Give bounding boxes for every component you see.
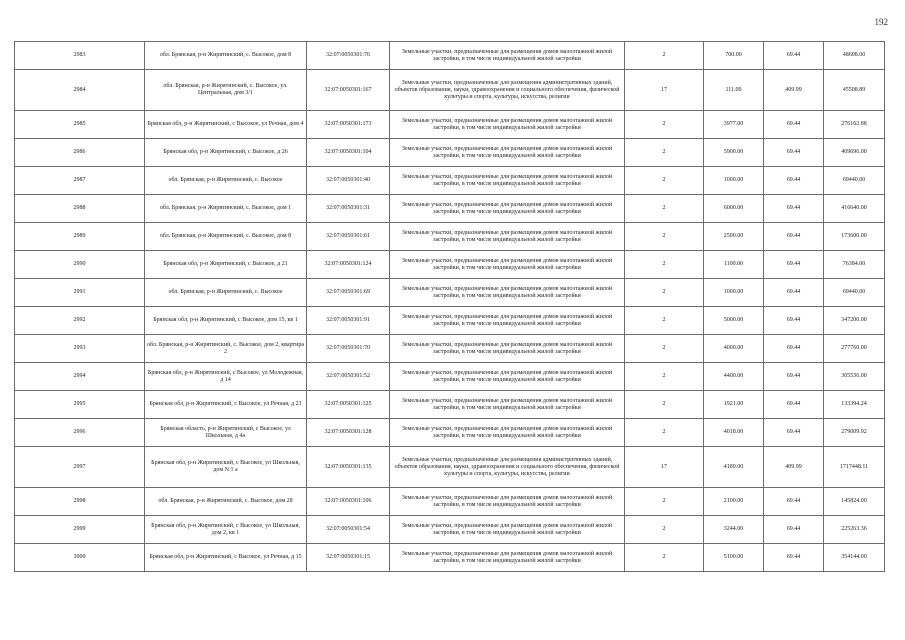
land-use-purpose-cell: Земельные участки, предназначенные для размещения домов малоэтажной жилой застройки, в том числе индивидуальной жилой застройки (390, 223, 625, 251)
area-cell: 3977.00 (704, 111, 764, 139)
row-number-cell: 2998 (15, 488, 145, 516)
cadastral-value-cell: 354144.00 (824, 544, 885, 572)
address-cell: Брянская обл, р-н Жирятинский, с Высокое, ул Речная, д 21 (145, 391, 307, 419)
area-cell: 5000.00 (704, 307, 764, 335)
land-use-purpose-cell: Земельные участки, предназначенные для размещения домов малоэтажной жилой застройки, в том числе индивидуальной жилой застройки (390, 279, 625, 307)
specific-value-cell: 409.99 (764, 447, 824, 488)
row-number-cell: 2992 (15, 307, 145, 335)
cadastral-number-cell: 32:07:0050301:31 (307, 195, 390, 223)
area-cell: 1100.00 (704, 251, 764, 279)
cadastral-value-cell: 276162.88 (824, 111, 885, 139)
area-cell: 4018.00 (704, 419, 764, 447)
area-cell: 3244.00 (704, 516, 764, 544)
address-cell: обл. Брянская, р-н Жирятинский, с. Высокое (145, 279, 307, 307)
usage-group-cell: 2 (625, 111, 704, 139)
cadastral-number-cell: 32:07:0050301:91 (307, 307, 390, 335)
usage-group-cell: 17 (625, 447, 704, 488)
usage-group-cell: 2 (625, 279, 704, 307)
address-cell: Брянская область, р-н Жирятинский, с Высокое, ул Школьная, д 4а (145, 419, 307, 447)
row-number-cell: 2989 (15, 223, 145, 251)
row-number-cell: 2993 (15, 335, 145, 363)
usage-group-cell: 2 (625, 391, 704, 419)
specific-value-cell: 69.44 (764, 195, 824, 223)
cadastral-value-cell: 416640.00 (824, 195, 885, 223)
table-row (15, 111, 885, 139)
address-cell: Брянская обл, р-н Жирятинский, с Высокое, ул Речная, дом 4 (145, 111, 307, 139)
land-use-purpose-cell: Земельные участки, предназначенные для размещения домов малоэтажной жилой застройки, в том числе индивидуальной жилой застройки (390, 307, 625, 335)
row-number-cell: 3000 (15, 544, 145, 572)
page-number: 192 (874, 17, 888, 27)
land-use-purpose-cell: Земельные участки, предназначенные для размещения домов малоэтажной жилой застройки, в том числе индивидуальной жилой застройки (390, 544, 625, 572)
land-registry-table (14, 41, 885, 572)
area-cell: 5100.00 (704, 544, 764, 572)
row-number-cell: 2987 (15, 167, 145, 195)
table-row (15, 335, 885, 363)
table-row (15, 195, 885, 223)
cadastral-value-cell: 305536.00 (824, 363, 885, 391)
address-cell: Брянская обл, р-н Жирятинский, с Высокое, д 26 (145, 139, 307, 167)
table-row (15, 251, 885, 279)
land-use-purpose-cell: Земельные участки, предназначенные для размещения домов малоэтажной жилой застройки, в том числе индивидуальной жилой застройки (390, 111, 625, 139)
cadastral-value-cell: 145824.00 (824, 488, 885, 516)
cadastral-value-cell: 69440.00 (824, 167, 885, 195)
address-cell: обл. Брянская, р-н Жирятинский, с. Высокое, дом 2, квартира 2 (145, 335, 307, 363)
land-use-purpose-cell: Земельные участки, предназначенные для размещения административных зданий, объектов образования, науки, здравоохранения и социального обеспечения, физической культуры и спорта, культуры, искусства, религии (390, 70, 625, 111)
cadastral-number-cell: 32:07:0050301:125 (307, 391, 390, 419)
usage-group-cell: 2 (625, 42, 704, 70)
cadastral-number-cell: 32:07:0050301:40 (307, 167, 390, 195)
address-cell: Брянская обл, р-н Жирятинский, с Высокое, дом 15, кв 1 (145, 307, 307, 335)
specific-value-cell: 69.44 (764, 251, 824, 279)
table-body (15, 42, 885, 572)
table-row (15, 419, 885, 447)
land-use-purpose-cell: Земельные участки, предназначенные для размещения административных зданий, объектов образования, науки, здравоохранения и социального обеспечения, физической культуры и спорта, культуры, искусства, религии (390, 447, 625, 488)
specific-value-cell: 69.44 (764, 516, 824, 544)
cadastral-number-cell: 32:07:0050301:70 (307, 335, 390, 363)
address-cell: обл. Брянская, р-н Жирятинский, с. Высокое, дом 8 (145, 42, 307, 70)
cadastral-value-cell: 69440.00 (824, 279, 885, 307)
address-cell: Брянская обл, р-н Жирятинский, с Высокое, ул Школьная, дом N 1 а (145, 447, 307, 488)
row-number-cell: 2999 (15, 516, 145, 544)
address-cell: обл. Брянская, р-н Жирятинский, с. Высокое, дом 28 (145, 488, 307, 516)
area-cell: 4400.00 (704, 363, 764, 391)
usage-group-cell: 2 (625, 363, 704, 391)
table-row (15, 307, 885, 335)
area-cell: 1000.00 (704, 167, 764, 195)
usage-group-cell: 2 (625, 488, 704, 516)
cadastral-number-cell: 32:07:0050301:104 (307, 139, 390, 167)
specific-value-cell: 69.44 (764, 223, 824, 251)
row-number-cell: 2994 (15, 363, 145, 391)
cadastral-number-cell: 32:07:0050301:128 (307, 419, 390, 447)
cadastral-value-cell: 173600.00 (824, 223, 885, 251)
area-cell: 5900.00 (704, 139, 764, 167)
specific-value-cell: 69.44 (764, 139, 824, 167)
row-number-cell: 2996 (15, 419, 145, 447)
cadastral-value-cell: 45508.89 (824, 70, 885, 111)
table-row (15, 167, 885, 195)
row-number-cell: 2984 (15, 70, 145, 111)
row-number-cell: 2983 (15, 42, 145, 70)
area-cell: 700.00 (704, 42, 764, 70)
table-row (15, 488, 885, 516)
row-number-cell: 2986 (15, 139, 145, 167)
area-cell: 1000.00 (704, 279, 764, 307)
table-row (15, 139, 885, 167)
address-cell: обл. Брянская, р-н Жирятинский, с. Высокое, ул. Центральная, дом 3/1 (145, 70, 307, 111)
row-number-cell: 2997 (15, 447, 145, 488)
specific-value-cell: 69.44 (764, 419, 824, 447)
specific-value-cell: 69.44 (764, 167, 824, 195)
land-use-purpose-cell: Земельные участки, предназначенные для размещения домов малоэтажной жилой застройки, в том числе индивидуальной жилой застройки (390, 195, 625, 223)
table-row (15, 516, 885, 544)
specific-value-cell: 69.44 (764, 111, 824, 139)
area-cell: 4000.00 (704, 335, 764, 363)
cadastral-number-cell: 32:07:0050301:106 (307, 488, 390, 516)
cadastral-number-cell: 32:07:0050301:15 (307, 544, 390, 572)
address-cell: Брянская обл, р-н Жирятинский, с Высокое, д 21 (145, 251, 307, 279)
row-number-cell: 2991 (15, 279, 145, 307)
land-use-purpose-cell: Земельные участки, предназначенные для размещения домов малоэтажной жилой застройки, в том числе индивидуальной жилой застройки (390, 167, 625, 195)
row-number-cell: 2985 (15, 111, 145, 139)
address-cell: обл. Брянская, р-н Жирятинский, с. Высокое, дом 1 (145, 195, 307, 223)
cadastral-number-cell: 32:07:0050301:135 (307, 447, 390, 488)
cadastral-value-cell: 133394.24 (824, 391, 885, 419)
cadastral-number-cell: 32:07:0050301:124 (307, 251, 390, 279)
specific-value-cell: 69.44 (764, 363, 824, 391)
table-row (15, 279, 885, 307)
table-row (15, 391, 885, 419)
land-use-purpose-cell: Земельные участки, предназначенные для размещения домов малоэтажной жилой застройки, в том числе индивидуальной жилой застройки (390, 251, 625, 279)
land-use-purpose-cell: Земельные участки, предназначенные для размещения домов малоэтажной жилой застройки, в том числе индивидуальной жилой застройки (390, 419, 625, 447)
address-cell: Брянская обл, р-н Жирятинский, с Высокое, ул Речная, д 15 (145, 544, 307, 572)
cadastral-number-cell: 32:07:0050301:52 (307, 363, 390, 391)
cadastral-value-cell: 277760.00 (824, 335, 885, 363)
cadastral-number-cell: 32:07:0050301:76 (307, 42, 390, 70)
usage-group-cell: 2 (625, 516, 704, 544)
usage-group-cell: 2 (625, 307, 704, 335)
usage-group-cell: 2 (625, 544, 704, 572)
table-row (15, 223, 885, 251)
area-cell: 111.00 (704, 70, 764, 111)
specific-value-cell: 69.44 (764, 279, 824, 307)
area-cell: 4189.00 (704, 447, 764, 488)
specific-value-cell: 69.44 (764, 544, 824, 572)
cadastral-number-cell: 32:07:0050301:61 (307, 223, 390, 251)
land-use-purpose-cell: Земельные участки, предназначенные для размещения домов малоэтажной жилой застройки, в том числе индивидуальной жилой застройки (390, 488, 625, 516)
land-use-purpose-cell: Земельные участки, предназначенные для размещения домов малоэтажной жилой застройки, в том числе индивидуальной жилой застройки (390, 42, 625, 70)
address-cell: Брянская обл, р-н Жирятинский, с Высокое, ул Молодежная, д 14 (145, 363, 307, 391)
specific-value-cell: 409.99 (764, 70, 824, 111)
usage-group-cell: 17 (625, 70, 704, 111)
cadastral-value-cell: 76384.00 (824, 251, 885, 279)
row-number-cell: 2990 (15, 251, 145, 279)
table-row (15, 544, 885, 572)
table-row (15, 42, 885, 70)
usage-group-cell: 2 (625, 139, 704, 167)
address-cell: обл. Брянская, р-н Жирятинский, с. Высокое, дом 8 (145, 223, 307, 251)
cadastral-number-cell: 32:07:0050301:167 (307, 70, 390, 111)
usage-group-cell: 2 (625, 419, 704, 447)
cadastral-number-cell: 32:07:0050301:173 (307, 111, 390, 139)
table-row (15, 447, 885, 488)
specific-value-cell: 69.44 (764, 42, 824, 70)
specific-value-cell: 69.44 (764, 307, 824, 335)
row-number-cell: 2995 (15, 391, 145, 419)
specific-value-cell: 69.44 (764, 391, 824, 419)
usage-group-cell: 2 (625, 167, 704, 195)
usage-group-cell: 2 (625, 195, 704, 223)
specific-value-cell: 69.44 (764, 335, 824, 363)
land-use-purpose-cell: Земельные участки, предназначенные для размещения домов малоэтажной жилой застройки, в том числе индивидуальной жилой застройки (390, 363, 625, 391)
row-number-cell: 2988 (15, 195, 145, 223)
cadastral-value-cell: 409696.00 (824, 139, 885, 167)
cadastral-value-cell: 225263.36 (824, 516, 885, 544)
area-cell: 6000.00 (704, 195, 764, 223)
cadastral-value-cell: 48608.00 (824, 42, 885, 70)
land-use-purpose-cell: Земельные участки, предназначенные для размещения домов малоэтажной жилой застройки, в том числе индивидуальной жилой застройки (390, 516, 625, 544)
land-use-purpose-cell: Земельные участки, предназначенные для размещения домов малоэтажной жилой застройки, в том числе индивидуальной жилой застройки (390, 139, 625, 167)
area-cell: 1921.00 (704, 391, 764, 419)
area-cell: 2500.00 (704, 223, 764, 251)
cadastral-number-cell: 32:07:0050301:54 (307, 516, 390, 544)
table-row (15, 70, 885, 111)
cadastral-number-cell: 32:07:0050301:69 (307, 279, 390, 307)
specific-value-cell: 69.44 (764, 488, 824, 516)
usage-group-cell: 2 (625, 335, 704, 363)
cadastral-value-cell: 1717448.11 (824, 447, 885, 488)
address-cell: обл. Брянская, р-н Жирятинский, с. Высокое (145, 167, 307, 195)
usage-group-cell: 2 (625, 223, 704, 251)
land-use-purpose-cell: Земельные участки, предназначенные для размещения домов малоэтажной жилой застройки, в том числе индивидуальной жилой застройки (390, 391, 625, 419)
address-cell: Брянская обл, р-н Жирятинский, с Высокое, ул Школьная, дом 2, кв 1 (145, 516, 307, 544)
table-row (15, 363, 885, 391)
cadastral-value-cell: 347200.00 (824, 307, 885, 335)
area-cell: 2100.00 (704, 488, 764, 516)
usage-group-cell: 2 (625, 251, 704, 279)
land-use-purpose-cell: Земельные участки, предназначенные для размещения домов малоэтажной жилой застройки, в том числе индивидуальной жилой застройки (390, 335, 625, 363)
cadastral-value-cell: 279009.92 (824, 419, 885, 447)
